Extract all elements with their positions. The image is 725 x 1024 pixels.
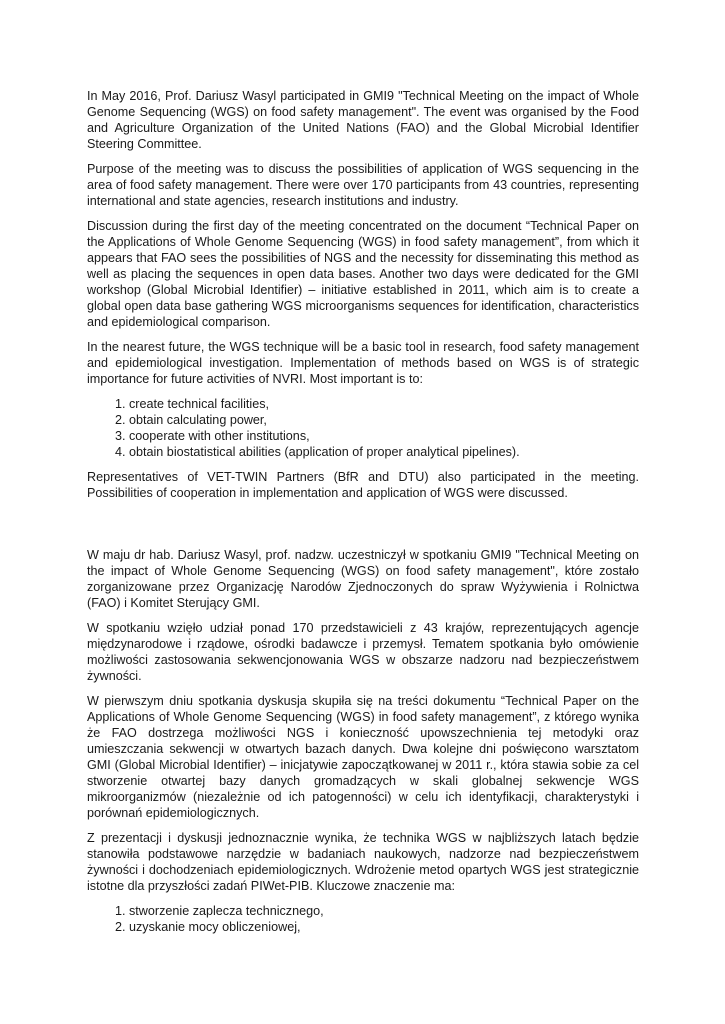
section-spacer [87,510,639,547]
polish-section [87,547,639,935]
en-paragraph-2: Purpose of the meeting was to discuss the possibilities of application of WGS sequencing in the area of food safety management. There were over 170 participants from 43 countries, representing international and state agencies, research institutions and industry. [87,162,639,208]
en-list-item: 3. cooperate with other institutions, [129,428,639,444]
en-list-item: 4. obtain biostatistical abilities (application of proper analytical pipelines). [129,444,639,460]
en-closing-paragraph: Representatives of VET-TWIN Partners (BfR and DTU) also participated in the meeting. Possibilities of cooperation in implementation and application of WGS were discussed. [87,470,639,500]
pl-paragraph-2: W spotkaniu wzięło udział ponad 170 przedstawicieli z 43 krajów, reprezentujących agencje międzynarodowe i rządowe, ośrodki badawcze i przemysł. Tematem spotkania było omówienie możliwości zastosowania sekwencjonowania WGS w obszarze nadzoru nad bezpieczeństwem żywności. [87,621,639,683]
pl-list-item: 1. stworzenie zaplecza technicznego, [129,903,639,919]
pl-paragraph-3: W pierwszym dniu spotkania dyskusja skupiła się na treści dokumentu “Technical Paper on the Applications of Whole Genome Sequencing (WGS) in food safety management”, z którego wynika że FAO dostrzega możliwości NGS i konieczność upowszechnienia tej metodyki oraz umieszczania sekwencji w otwartych bazach danych. Dwa kolejne dni poświęcono warsztatom GMI (Global Microbial Identifier) – inicjatywie zapoczątkowanej w 2011 r., która stawia sobie za cel stworzenie otwartej bazy danych gromadzących w skali globalnej sekwencje WGS mikroorganizmów (niezależnie od ich patogenności) w celu ich identyfikacji, charakterystyki i porównań epidemiologicznych. [87,694,639,820]
pl-paragraph-4: Z prezentacji i dyskusji jednoznacznie wynika, że technika WGS w najbliższych latach będzie stanowiła podstawowe narzędzie w badaniach naukowych, nadzorze nad bezpieczeństwem żywności i dochodzeniach epidemiologicznych. Wdrożenie metod opartych WGS jest strategicznie istotne dla przyszłości zadań PIWet-PIB. Kluczowe znaczenie ma: [87,831,639,893]
pl-priority-list [87,903,639,935]
en-paragraph-3: Discussion during the first day of the meeting concentrated on the document “Technical Paper on the Applications of Whole Genome Sequencing (WGS) in food safety management”, from which it appears that FAO sees the possibilities of NGS and the necessity for disseminating this method as well as placing the sequences in open data bases. Another two days were dedicated for the GMI workshop (Global Microbial Identifier) – initiative established in 2011, which aim is to create a global open data base gathering WGS microorganisms sequences for identification, characteristics and epidemiological comparison. [87,219,639,329]
en-paragraph-4: In the nearest future, the WGS technique will be a basic tool in research, food safety management and epidemiological investigation. Implementation of methods based on WGS is of strategic importance for future activities of NVRI. Most important is to: [87,340,639,386]
en-priority-list [87,396,639,460]
pl-list-item: 2. uzyskanie mocy obliczeniowej, [129,919,639,935]
english-section [87,88,639,501]
en-list-item: 1. create technical facilities, [129,396,639,412]
pl-paragraph-1: W maju dr hab. Dariusz Wasyl, prof. nadzw. uczestniczył w spotkaniu GMI9 "Technical Meeting on the impact of Whole Genome Sequencing (WGS) on food safety management", które zostało zorganizowane przez Organizację Narodów Zjednoczonych do spraw Wyżywienia i Rolnictwa (FAO) i Komitet Sterujący GMI. [87,548,639,610]
en-paragraph-1: In May 2016, Prof. Dariusz Wasyl participated in GMI9 "Technical Meeting on the impact of Whole Genome Sequencing (WGS) on food safety management". The event was organised by the Food and Agriculture Organization of the United Nations (FAO) and the Global Microbial Identifier Steering Committee. [87,89,639,151]
en-list-item: 2. obtain calculating power, [129,412,639,428]
document-page [87,88,639,944]
